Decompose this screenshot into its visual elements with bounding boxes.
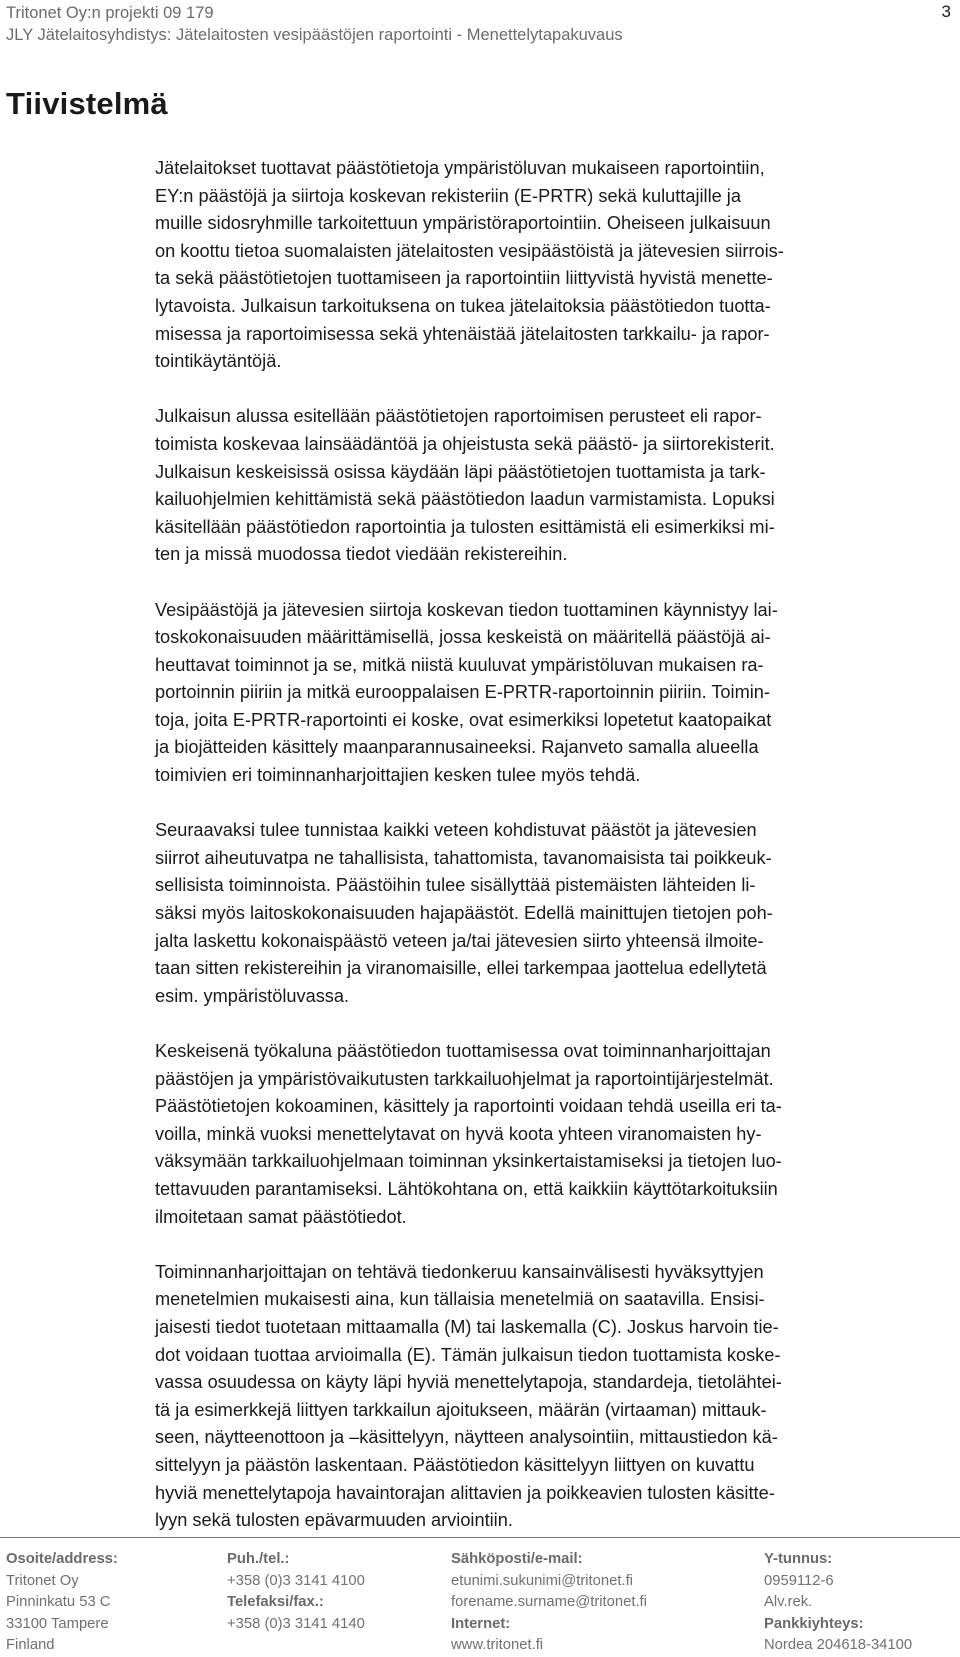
text-line: toimista koskevaa lainsäädäntöä ja ohjeistusta sekä päästö- ja siirtorekisterit. bbox=[155, 433, 775, 454]
text-line: lytavoista. Julkaisun tarkoituksena on tukea jätelaitoksia päästötiedon tuotta- bbox=[155, 295, 771, 316]
text-line: esim. ympäristöluvassa. bbox=[155, 985, 350, 1006]
text-line: toja, joita E-PRTR-raportointi ei koske, ovat esimerkiksi lopetetut kaatopaikat bbox=[155, 709, 772, 730]
text-line: päästöjen ja ympäristövaikutusten tarkkailuohjelmat ja raportointijärjestelmät. bbox=[155, 1068, 774, 1089]
header-document-title: JLY Jätelaitosyhdistys: Jätelaitosten vesipäästöjen raportointi - Menettelytapakuvaus bbox=[6, 26, 623, 44]
footer-line: +358 (0)3 3141 4140 bbox=[227, 1615, 365, 1632]
text-line: EY:n päästöjä ja siirtoja koskevan rekisteriin (E-PRTR) sekä kuluttajille ja bbox=[155, 185, 741, 206]
footer-line: www.tritonet.fi bbox=[451, 1637, 544, 1653]
text-line: Päästötietojen kokoaminen, käsittely ja raportointi voidaan tehdä useilla eri ta- bbox=[155, 1096, 782, 1117]
text-line: toskokonaisuuden määrittämisellä, jossa keskeistä on määritellä päästöjä ai- bbox=[155, 627, 771, 648]
text-line: ja biojätteiden käsittely maanparannusaineeksi. Rajanveto samalla alueella bbox=[155, 737, 759, 758]
footer-line: 0959112-6 bbox=[764, 1572, 834, 1589]
footer-address bbox=[6, 1549, 118, 1657]
text-line: Vesipäästöjä ja jätevesien siirtoja koskevan tiedon tuottaminen käynnistyy lai- bbox=[155, 599, 778, 620]
text-line: misessa ja raportoimisessa sekä yhtenäistää jätelaitosten tarkkailu- ja rapor- bbox=[155, 323, 770, 344]
text-line: ilmoitetaan samat päästötiedot. bbox=[155, 1206, 407, 1227]
paragraph bbox=[155, 1259, 958, 1535]
footer-line: Nordea 204618-34100 bbox=[764, 1637, 913, 1653]
text-line: tettavuuden parantamiseksi. Lähtökohtana on, että kaikkiin käyttötarkoituksiin bbox=[155, 1178, 778, 1199]
footer-line: etunimi.sukunimi@tritonet.fi bbox=[451, 1572, 633, 1589]
text-line: ta sekä päästötietojen tuottamiseen ja raportointiin liittyvistä hyvistä menette- bbox=[155, 268, 773, 289]
text-line: sittelyyn ja päästön laskentaan. Päästötiedon käsittelyyn liittyen on kuvattu bbox=[155, 1454, 755, 1475]
footer-line: Finland bbox=[6, 1637, 55, 1653]
text-line: Toiminnanharjoittajan on tehtävä tiedonkeruu kansainvälisesti hyväksyttyjen bbox=[155, 1261, 764, 1282]
footer-label: Puh./tel.: bbox=[227, 1551, 290, 1567]
footer-business-id bbox=[764, 1549, 912, 1657]
footer-email bbox=[451, 1549, 647, 1657]
footer-line: forename.surname@tritonet.fi bbox=[451, 1594, 647, 1610]
footer-phone bbox=[227, 1549, 365, 1635]
text-line: dot voidaan tuottaa arvioimalla (E). Tämän julkaisun tiedon tuottamista koske- bbox=[155, 1344, 781, 1365]
text-line: taan sitten rekistereihin ja viranomaisille, ellei tarkempaa jaottelua edellytetä bbox=[155, 958, 767, 979]
text-line: menetelmien mukaisesti aina, kun tällaisia menetelmiä on saatavilla. Ensisi- bbox=[155, 1289, 765, 1310]
page-footer bbox=[0, 1537, 960, 1655]
text-line: jaisesti tiedot tuotetaan mittaamalla (M) tai laskemalla (C). Joskus harvoin tie- bbox=[155, 1316, 779, 1337]
section-title: Tiivistelmä bbox=[6, 86, 168, 121]
footer-line: +358 (0)3 3141 4100 bbox=[227, 1572, 365, 1589]
text-line: voilla, minkä vuoksi menettelytavat on hyvä koota yhteen viranomaisten hy- bbox=[155, 1123, 762, 1144]
text-line: Keskeisenä työkaluna päästötiedon tuottamisessa ovat toiminnanharjoittajan bbox=[155, 1041, 771, 1061]
footer-line: Pinninkatu 53 C bbox=[6, 1594, 111, 1610]
text-line: sellisista toiminnoista. Päästöihin tulee sisällyttää pistemäisten lähteiden li- bbox=[155, 875, 756, 896]
text-line: tointikäytäntöjä. bbox=[155, 351, 282, 372]
text-line: tä ja esimerkkejä liittyen tarkkailun ajoitukseen, määrän (virtaaman) mittauk- bbox=[155, 1399, 767, 1420]
footer-line: Alv.rek. bbox=[764, 1594, 813, 1610]
paragraph bbox=[155, 403, 958, 569]
footer-label: Osoite/address: bbox=[6, 1551, 118, 1567]
footer-label: Sähköposti/e-mail: bbox=[451, 1551, 583, 1567]
text-line: käsitellään päästötiedon raportointia ja tulosten esittämistä eli esimerkiksi mi- bbox=[155, 516, 775, 537]
paragraph bbox=[155, 155, 958, 376]
text-line: Julkaisun keskeisissä osissa käydään läpi päästötietojen tuottamista ja tark- bbox=[155, 461, 766, 482]
text-line: toimivien eri toiminnanharjoittajien kesken tulee myös tehdä. bbox=[155, 765, 641, 786]
text-line: kailuohjelmien kehittämistä sekä päästötiedon laadun varmistamista. Lopuksi bbox=[155, 489, 775, 510]
text-line: ten ja missä muodossa tiedot viedään rekistereihin. bbox=[155, 544, 568, 565]
footer-line: Tritonet Oy bbox=[6, 1572, 79, 1589]
text-line: muille sidosryhmille tarkoitettuun ympäristöraportointiin. Oheiseen julkaisuun bbox=[155, 213, 771, 234]
text-line: säksi myös laitoskokonaisuuden hajapäästöt. Edellä mainittujen tietojen poh- bbox=[155, 903, 773, 924]
footer-label: Telefaksi/fax.: bbox=[227, 1594, 324, 1610]
page-header bbox=[6, 2, 951, 46]
text-line: seen, näytteenottoon ja –käsittelyyn, näytteen analysointiin, mittaustiedon kä- bbox=[155, 1427, 778, 1448]
paragraph bbox=[155, 817, 958, 1010]
footer-label: Internet: bbox=[451, 1615, 511, 1632]
footer-label: Pankkiyhteys: bbox=[764, 1615, 864, 1632]
text-line: heuttavat toiminnot ja se, mitkä niistä kuuluvat ympäristöluvan mukaisen ra- bbox=[155, 654, 764, 675]
footer-line: 33100 Tampere bbox=[6, 1615, 109, 1632]
text-line: vassa osuudessa on käyty läpi hyviä menettelytapoja, standardeja, tietolähtei- bbox=[155, 1372, 782, 1393]
text-line: jalta laskettu kokonaispäästö veteen ja/tai jätevesien siirto yhteensä ilmoite- bbox=[155, 930, 764, 951]
paragraph bbox=[155, 597, 958, 790]
paragraph bbox=[155, 1038, 958, 1231]
header-project-line: Tritonet Oy:n projekti 09 179 bbox=[6, 4, 214, 22]
text-line: on koottu tietoa suomalaisten jätelaitosten vesipäästöistä ja jätevesien siirrois- bbox=[155, 240, 784, 261]
text-line: Seuraavaksi tulee tunnistaa kaikki veteen kohdistuvat päästöt ja jätevesien bbox=[155, 820, 757, 841]
text-line: lyyn sekä tulosten epävarmuuden arviointiin. bbox=[155, 1510, 513, 1531]
text-line: Julkaisun alussa esitellään päästötietojen raportoimisen perusteet eli rapor- bbox=[155, 406, 762, 427]
text-line: portoinnin piiriin ja mitkä eurooppalaisen E-PRTR-raportoinnin piiriin. Toimin- bbox=[155, 682, 770, 703]
footer-label: Y-tunnus: bbox=[764, 1551, 833, 1567]
text-line: Jätelaitokset tuottavat päästötietoja ympäristöluvan mukaiseen raportointiin, bbox=[155, 158, 765, 178]
summary-body bbox=[155, 155, 958, 1562]
page-number: 3 bbox=[941, 2, 951, 21]
text-line: hyviä menettelytapoja havaintorajan alittavien ja poikkeavien tulosten käsitte- bbox=[155, 1482, 775, 1503]
text-line: siirrot aiheutuvatpa ne tahallisista, tahattomista, tavanomaisista tai poikkeuk- bbox=[155, 847, 772, 868]
text-line: väksymään tarkkailuohjelmaan toiminnan yksinkertaistamiseksi ja tietojen luo- bbox=[155, 1151, 782, 1172]
